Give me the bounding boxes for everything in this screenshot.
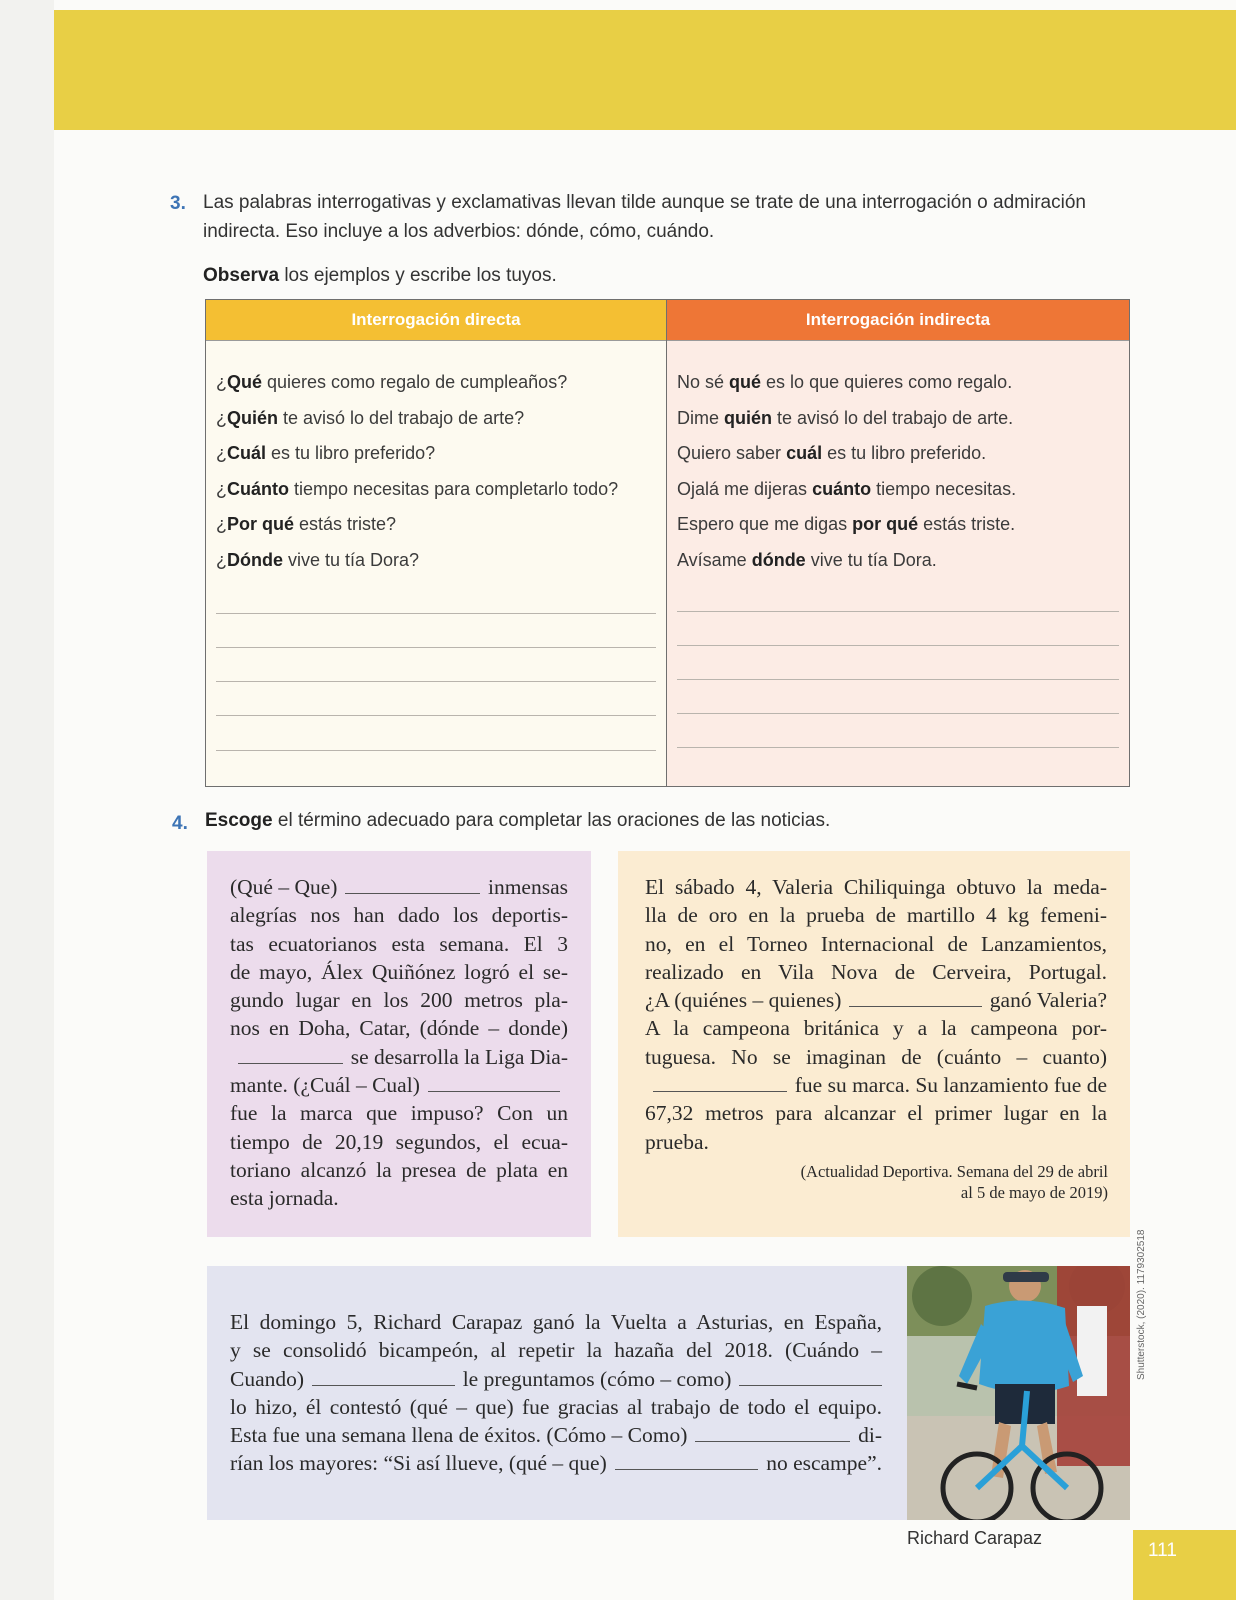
question-word: por qué xyxy=(852,514,919,535)
answer-blank[interactable] xyxy=(345,874,480,894)
exercise-3-line-1: Las palabras interrogativas y exclamativas llevan tilde aunque se trate de una interrogación o admiración xyxy=(203,192,1086,213)
exercise-3-text xyxy=(203,188,1086,246)
sentence-part: te avisó lo del trabajo de arte? xyxy=(278,407,525,428)
page-number: 111 xyxy=(1148,1540,1177,1561)
writing-line[interactable] xyxy=(216,681,656,682)
news-box-quinonez xyxy=(207,851,591,1237)
news-line xyxy=(645,901,1107,929)
sentence-part: ¿ xyxy=(216,407,227,428)
instruction-rest: el término adecuado para completar las oraciones de las noticias. xyxy=(272,810,831,831)
news-text-part: lo hizo, él contestó (qué – que) fue gracias al trabajo de todo el equipo. xyxy=(230,1394,882,1419)
news-text-part: di- xyxy=(858,1423,882,1448)
sentence-part: Espero que me digas xyxy=(677,514,853,535)
instruction-verb: Escoge xyxy=(205,810,273,831)
news-text-part: rían los mayores: “Si así llueve, (qué – que) xyxy=(230,1451,607,1476)
question-word: Por qué xyxy=(227,514,295,535)
news-line xyxy=(230,1421,882,1449)
answer-blank[interactable] xyxy=(238,1043,343,1063)
sentence-part: es tu libro preferido? xyxy=(266,443,436,464)
sentence-part: quieres como regalo de cumpleaños? xyxy=(262,372,568,392)
news-line xyxy=(230,873,568,901)
news-text-part: se desarrolla la Liga Dia- xyxy=(350,1044,568,1069)
news-text-part: Esta fue una semana llena de éxitos. (Cómo – Como) xyxy=(230,1423,688,1448)
news-text-part: El domingo 5, Richard Carapaz ganó la Vuelta a Asturias, en España, xyxy=(230,1310,882,1334)
example-sentence xyxy=(677,436,1129,472)
question-word: Dónde xyxy=(227,549,283,570)
question-word: qué xyxy=(729,372,762,392)
example-sentence xyxy=(677,472,1129,508)
cyclist-photo-illustration xyxy=(907,1266,1130,1520)
answer-blank[interactable] xyxy=(615,1450,758,1470)
exercise-3-instruction xyxy=(203,261,557,290)
news-line xyxy=(645,1071,1107,1099)
news-text-part: gundo lugar en los 200 metros pla- xyxy=(230,988,568,1013)
exercise-3-number: 3. xyxy=(170,193,186,214)
news-line xyxy=(645,930,1107,958)
news-line xyxy=(230,1128,568,1156)
sentence-part: es lo que quieres como regalo. xyxy=(761,372,1013,392)
news-line xyxy=(230,1393,882,1421)
sentence-part: ¿ xyxy=(216,443,227,464)
writing-line[interactable] xyxy=(677,611,1119,612)
header-band xyxy=(54,10,1236,130)
sentence-part: tiempo necesitas. xyxy=(871,478,1017,499)
indirect-column xyxy=(667,300,1129,786)
news-line xyxy=(645,1099,1107,1127)
sentence-part: ¿ xyxy=(216,372,227,392)
sentence-part: es tu libro preferido. xyxy=(822,443,987,464)
sentence-part: ¿ xyxy=(216,478,227,499)
news-text-part: lla de oro en la prueba de martillo 4 kg femeni- xyxy=(645,903,1107,928)
news-text-part: ¿A (quiénes – quienes) xyxy=(645,988,842,1013)
sentence-part: ¿ xyxy=(216,514,227,535)
example-sentence xyxy=(677,365,1129,401)
writing-line[interactable] xyxy=(216,613,656,614)
news-text-part: tas ecuatorianos esta semana. El 3 xyxy=(230,931,568,956)
exercise-3-line-2: indirecta. Eso incluye a los adverbios: dónde, cómo, cuándo. xyxy=(203,221,715,242)
answer-blank[interactable] xyxy=(739,1365,882,1385)
page-left-margin xyxy=(0,0,54,1600)
sentence-part: Avísame xyxy=(677,549,752,570)
news-text-part: inmensas xyxy=(487,875,568,899)
news-text-part: prueba. xyxy=(645,1129,709,1154)
question-word: cuánto xyxy=(812,478,872,499)
writing-line[interactable] xyxy=(216,647,656,648)
cyclist-photo xyxy=(907,1266,1130,1520)
answer-blank[interactable] xyxy=(653,1072,787,1092)
news-text-part: no, en el Torneo Internacional de Lanzamientos, xyxy=(645,931,1107,956)
sentence-part: estás triste? xyxy=(294,514,397,535)
news-text-part: tiempo de 20,19 segundos, el ecua- xyxy=(230,1129,568,1154)
news-text xyxy=(230,1308,882,1478)
news-line xyxy=(645,958,1107,986)
source-line-1: (Actualidad Deportiva. Semana del 29 de abril xyxy=(800,1162,1108,1181)
news-text-part: toriano alcanzó la presea de plata en xyxy=(230,1157,568,1182)
news-text-part: (Qué – Que) xyxy=(230,875,338,899)
sentence-part: ¿ xyxy=(216,549,227,570)
news-text-part: le preguntamos (cómo – como) xyxy=(462,1366,732,1391)
news-box-carapaz xyxy=(207,1266,907,1520)
example-sentence xyxy=(216,401,666,437)
sentence-part: Dime xyxy=(677,407,725,428)
news-text-part: esta jornada. xyxy=(230,1186,339,1211)
writing-line[interactable] xyxy=(677,747,1119,748)
example-sentence xyxy=(216,436,666,472)
writing-line[interactable] xyxy=(216,715,656,716)
news-line xyxy=(230,1156,568,1184)
news-text-part: realizado en Vila Nova de Cerveira, Portugal. xyxy=(645,959,1107,984)
direct-column xyxy=(206,300,667,786)
news-text-part: fue la marca que impuso? Con un xyxy=(230,1101,568,1126)
example-sentence xyxy=(216,472,666,508)
question-word: cuál xyxy=(786,443,823,464)
sentence-part: vive tu tía Dora. xyxy=(805,549,937,570)
instruction-rest: los ejemplos y escribe los tuyos. xyxy=(279,265,557,286)
writing-line[interactable] xyxy=(216,750,656,751)
indirect-header: Interrogación indirecta xyxy=(667,300,1129,341)
sentence-part: vive tu tía Dora? xyxy=(283,549,420,570)
example-sentence xyxy=(216,543,666,579)
instruction-verb: Observa xyxy=(203,265,280,286)
indirect-examples xyxy=(667,341,1129,579)
news-text-part: fue su marca. Su lanzamiento fue de xyxy=(794,1073,1107,1098)
news-text-part: no escampe”. xyxy=(766,1451,882,1476)
news-text-part: ganó Valeria? xyxy=(989,988,1107,1013)
news-line xyxy=(230,1071,568,1099)
sentence-part: No sé xyxy=(677,372,730,392)
example-sentence xyxy=(216,365,666,401)
sentence-part: te avisó lo del trabajo de arte. xyxy=(772,407,1014,428)
news-text-part: y se consolidó bicampeón, al repetir la hazaña del 2018. (Cuándo – xyxy=(230,1338,882,1363)
news-text xyxy=(645,873,1107,1156)
news-line xyxy=(230,1449,882,1477)
source-line-2: al 5 de mayo de 2019) xyxy=(960,1183,1108,1202)
interrogation-table xyxy=(205,299,1130,787)
news-line xyxy=(645,986,1107,1014)
news-text-part: tuguesa. No se imaginan de (cuánto – cuanto) xyxy=(645,1044,1107,1069)
question-word: Qué xyxy=(227,372,263,392)
photo-caption: Richard Carapaz xyxy=(907,1528,1043,1548)
news-line xyxy=(645,1014,1107,1042)
sentence-part: tiempo necesitas para completarlo todo? xyxy=(289,478,619,499)
news-line xyxy=(230,1043,568,1071)
news-line xyxy=(230,1365,882,1393)
news-line xyxy=(230,1099,568,1127)
sentence-part: Ojalá me dijeras xyxy=(677,478,813,499)
news-text-part: de mayo, Álex Quiñónez logró el se- xyxy=(230,959,568,984)
news-line xyxy=(230,930,568,958)
news-box-chiliquinga xyxy=(618,851,1130,1237)
question-word: Cuánto xyxy=(227,478,289,499)
exercise-4-number: 4. xyxy=(172,813,188,834)
news-line xyxy=(230,1184,568,1212)
sentence-part: Quiero saber xyxy=(677,443,787,464)
news-line xyxy=(230,958,568,986)
news-line xyxy=(230,901,568,929)
writing-line[interactable] xyxy=(677,645,1119,646)
exercise-4-instruction xyxy=(205,806,830,835)
example-sentence xyxy=(677,543,1129,579)
news-line xyxy=(230,1014,568,1042)
photo-credit: Shutterstock, (2020). 1179302518 xyxy=(1136,1229,1147,1380)
answer-blank[interactable] xyxy=(849,987,981,1007)
news-line xyxy=(230,1308,882,1336)
news-text-part: alegrías nos han dado los deportis- xyxy=(230,903,568,928)
answer-blank[interactable] xyxy=(695,1422,850,1442)
question-word: quién xyxy=(724,407,773,428)
sentence-part: estás triste. xyxy=(918,514,1016,535)
news-text-part: mante. (¿Cuál – Cual) xyxy=(230,1073,420,1098)
news-line xyxy=(645,1043,1107,1071)
answer-blank[interactable] xyxy=(312,1365,455,1385)
direct-header: Interrogación directa xyxy=(206,300,666,341)
news-line xyxy=(645,1128,1107,1156)
news-source xyxy=(801,1161,1108,1203)
question-word: Cuál xyxy=(227,443,267,464)
news-text-part: Cuando) xyxy=(230,1366,305,1391)
news-text-part: A la campeona británica y a la campeona por- xyxy=(645,1016,1107,1041)
answer-blank[interactable] xyxy=(428,1072,560,1092)
question-word: dónde xyxy=(751,549,806,570)
question-word: Quién xyxy=(227,407,279,428)
example-sentence xyxy=(216,507,666,543)
news-text xyxy=(230,873,568,1213)
news-text-part: 67,32 metros para alcanzar el primer lugar en la xyxy=(645,1101,1107,1126)
writing-line[interactable] xyxy=(677,679,1119,680)
direct-examples xyxy=(206,341,666,579)
example-sentence xyxy=(677,401,1129,437)
example-sentence xyxy=(677,507,1129,543)
news-text-part: El sábado 4, Valeria Chiliquinga obtuvo la meda- xyxy=(645,875,1107,899)
news-line xyxy=(230,986,568,1014)
writing-line[interactable] xyxy=(677,713,1119,714)
news-text-part: nos en Doha, Catar, (dónde – donde) xyxy=(230,1016,568,1041)
news-line xyxy=(645,873,1107,901)
news-line xyxy=(230,1336,882,1364)
